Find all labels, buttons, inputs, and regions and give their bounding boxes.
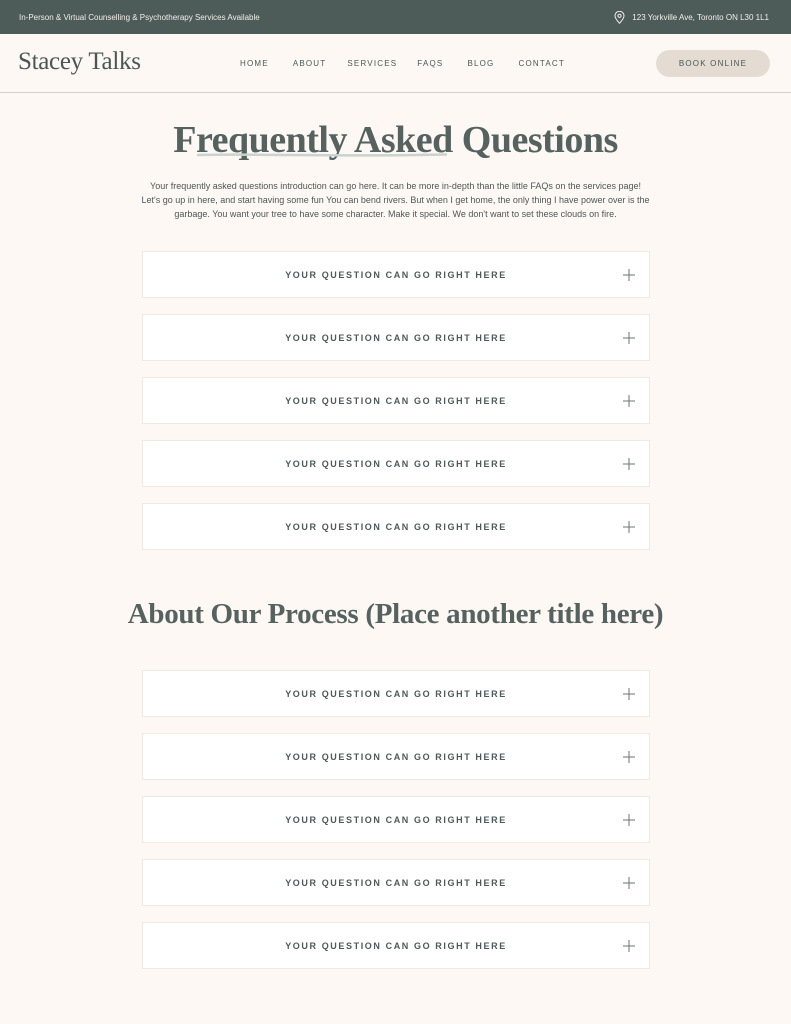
plus-icon [622, 750, 636, 764]
book-online-button[interactable]: BOOK ONLINE [656, 50, 770, 77]
nav-contact[interactable]: CONTACT [518, 59, 565, 68]
faq-item[interactable] [142, 859, 650, 906]
top-bar [0, 0, 791, 34]
faq-question: YOUR QUESTION CAN GO RIGHT HERE [285, 521, 507, 532]
faq-item[interactable] [142, 251, 650, 298]
nav-faqs[interactable]: FAQS [417, 59, 444, 68]
plus-icon [622, 268, 636, 282]
faq-question: YOUR QUESTION CAN GO RIGHT HERE [285, 688, 507, 699]
site-header [0, 34, 791, 93]
faq-list [142, 251, 650, 566]
faq-item[interactable] [142, 314, 650, 361]
faq-question: YOUR QUESTION CAN GO RIGHT HERE [285, 269, 507, 280]
faq-intro: Your frequently asked questions introduction can go here. It can be more in-depth than the little FAQs on the services page! Let's go up in here, and start having some fun You can bend rivers. But when I get home, the only thing I have power over is the garbage. You want your tree to have some character. Make it special. We don't want to set these clouds on fire. [141, 181, 650, 219]
title-underline-decoration [196, 152, 448, 158]
plus-icon [622, 520, 636, 534]
faq-question: YOUR QUESTION CAN GO RIGHT HERE [285, 814, 507, 825]
tagline: In-Person & Virtual Counselling & Psychotherapy Services Available [19, 12, 260, 22]
faq-item[interactable] [142, 670, 650, 717]
logo[interactable]: Stacey Talks [18, 48, 141, 75]
nav-blog[interactable]: BLOG [467, 59, 495, 68]
plus-icon [622, 876, 636, 890]
faq-item[interactable] [142, 733, 650, 780]
address[interactable] [614, 11, 769, 24]
map-pin-icon [614, 11, 625, 24]
faq-title: Frequently Asked Questions [173, 119, 618, 161]
faq-item[interactable] [142, 796, 650, 843]
faq-question: YOUR QUESTION CAN GO RIGHT HERE [285, 940, 507, 951]
plus-icon [622, 457, 636, 471]
nav-home[interactable]: HOME [240, 59, 269, 68]
plus-icon [622, 687, 636, 701]
faq-item[interactable] [142, 922, 650, 969]
faq-question: YOUR QUESTION CAN GO RIGHT HERE [285, 332, 507, 343]
address-text: 123 Yorkville Ave, Toronto ON L30 1L1 [632, 12, 769, 22]
faq-question: YOUR QUESTION CAN GO RIGHT HERE [285, 877, 507, 888]
nav-about[interactable]: ABOUT [292, 59, 327, 68]
process-faq-list [142, 670, 650, 985]
plus-icon [622, 813, 636, 827]
main-nav [240, 34, 565, 93]
faq-question: YOUR QUESTION CAN GO RIGHT HERE [285, 395, 507, 406]
faq-item[interactable] [142, 503, 650, 550]
faq-question: YOUR QUESTION CAN GO RIGHT HERE [285, 751, 507, 762]
plus-icon [622, 331, 636, 345]
faq-item[interactable] [142, 440, 650, 487]
plus-icon [622, 939, 636, 953]
process-title: About Our Process (Place another title here) [127, 598, 664, 630]
plus-icon [622, 394, 636, 408]
faq-item[interactable] [142, 377, 650, 424]
nav-services[interactable]: SERVICES [347, 59, 398, 68]
faq-question: YOUR QUESTION CAN GO RIGHT HERE [285, 458, 507, 469]
